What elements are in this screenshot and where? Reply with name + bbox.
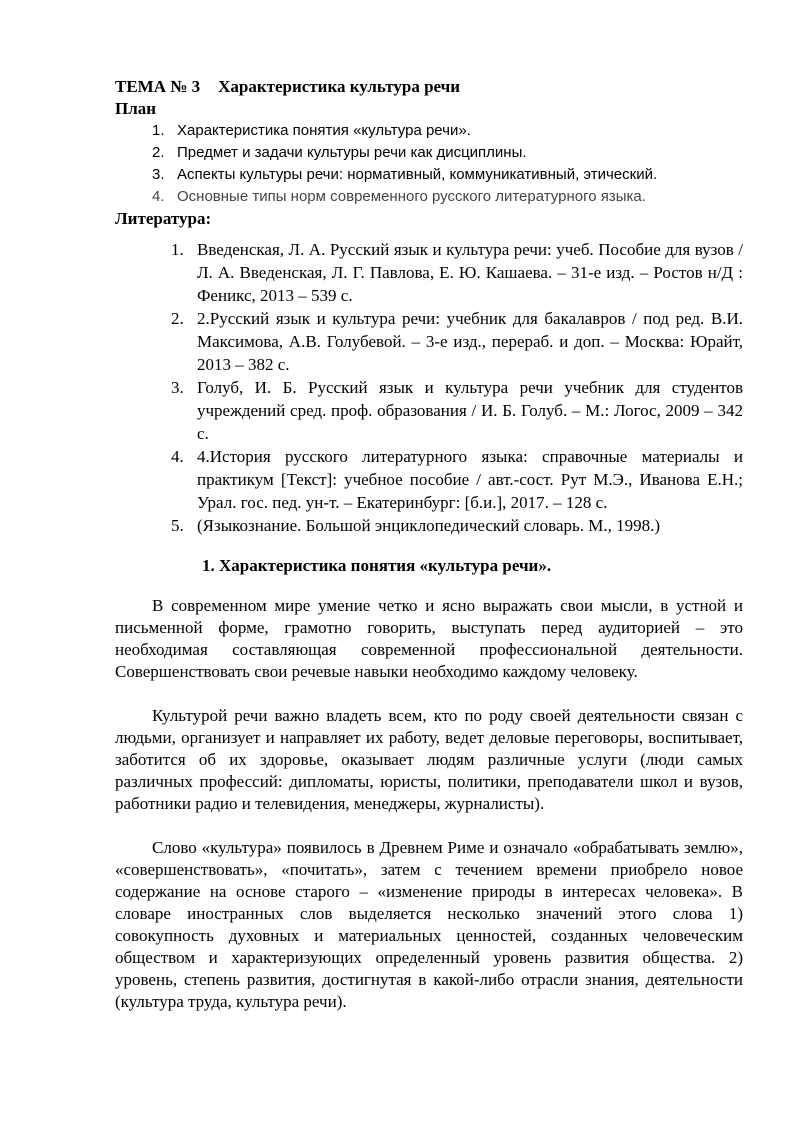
- section-heading: 1. Характеристика понятия «культура речи».: [202, 556, 552, 575]
- literature-item: [115, 514, 743, 537]
- plan-item-number: 2.: [152, 144, 165, 161]
- topic-heading: [115, 76, 743, 98]
- literature-list: [115, 238, 743, 537]
- literature-item-number: 1.: [171, 240, 184, 259]
- plan-title: План: [115, 99, 157, 118]
- literature-item-text: (Языкознание. Большой энциклопедический словарь. М., 1998.): [197, 516, 661, 535]
- plan-item-number: 3.: [152, 166, 165, 183]
- literature-item-number: 3.: [171, 378, 184, 397]
- literature-item-number: 5.: [171, 516, 184, 535]
- plan-item-text: Характеристика понятия «культура речи».: [177, 122, 471, 139]
- literature-item: [115, 238, 743, 307]
- body-paragraph: Слово «культура» появилось в Древнем Риме и означало «обрабатывать землю», «совершенствовать», «почитать», затем с течением времени приобрело новое содержание на основе старого – «изменение природы в интересах человека». В словаре иностранных слов выделяется несколько значений этого слова 1) совокупность духовных и материальных ценностей, созданных человеческим обществом и характеризующих определенный уровень развития общества. 2) уровень, степень развития, достигнутая в какой-либо отрасли знания, деятельности (культура труда, культура речи).: [115, 838, 743, 1011]
- topic-title: Характеристика культура речи: [218, 77, 461, 96]
- plan-item-text: Предмет и задачи культуры речи как дисциплины.: [177, 144, 527, 161]
- literature-item-text: 2.Русский язык и культура речи: учебник для бакалавров / под ред. В.И. Максимова, А.В. Голубевой. – 3-е изд., перераб. и доп. – Москва: Юрайт, 2013 – 382 с.: [197, 309, 743, 374]
- body-paragraph: В современном мире умение четко и ясно выражать свои мысли, в устной и письменной форме, грамотно говорить, выступать перед аудиторией – это необходимая составляющая современной профессиональной деятельности. Совершенствовать свои речевые навыки необходимо каждому человеку.: [115, 596, 743, 681]
- literature-title: Литература:: [115, 209, 212, 228]
- document-page: [115, 76, 743, 1013]
- plan-item-text: Аспекты культуры речи: нормативный, коммуникативный, этический.: [177, 166, 658, 183]
- plan-item: [115, 164, 743, 186]
- literature-item-number: 2.: [171, 309, 184, 328]
- literature-item: [115, 376, 743, 445]
- literature-item: [115, 445, 743, 514]
- topic-number: ТЕМА № 3: [115, 77, 201, 96]
- body-paragraph: Культурой речи важно владеть всем, кто по роду своей деятельности связан с людьми, организует и направляет их работу, ведет деловые переговоры, воспитывает, заботится об их здоровье, оказывает людям различные услуги (люди самых различных профессий: дипломаты, юристы, политики, преподаватели школ и вузов, работники радио и телевидения, менеджеры, журналисты).: [115, 706, 743, 813]
- plan-item: [115, 120, 743, 142]
- literature-item-text: Введенская, Л. А. Русский язык и культура речи: учеб. Пособие для вузов / Л. А. Введенская, Л. Г. Павлова, Е. Ю. Кашаева. – 31-е изд. – Ростов н/Д : Феникс, 2013 – 539 с.: [197, 240, 743, 305]
- plan-list: [115, 120, 743, 208]
- plan-item-text: Основные типы норм современного русского литературного языка.: [177, 188, 646, 205]
- plan-item: [115, 142, 743, 164]
- literature-item-text: Голуб, И. Б. Русский язык и культура речи учебник для студентов учреждений сред. проф. образования / И. Б. Голуб. – М.: Логос, 2009 – 342 с.: [197, 378, 743, 443]
- literature-item-text: 4.История русского литературного языка: справочные материалы и практикум [Текст]: учебное пособие / авт.-сост. Рут М.Э., Иванова Е.Н.; Урал. гос. пед. ун-т. – Екатеринбург: [б.и.], 2017. – 128 с.: [197, 447, 743, 512]
- plan-item-number: 1.: [152, 122, 165, 139]
- literature-item-number: 4.: [171, 447, 184, 466]
- plan-item: [115, 186, 743, 208]
- literature-item: [115, 307, 743, 376]
- plan-item-number: 4.: [152, 188, 165, 205]
